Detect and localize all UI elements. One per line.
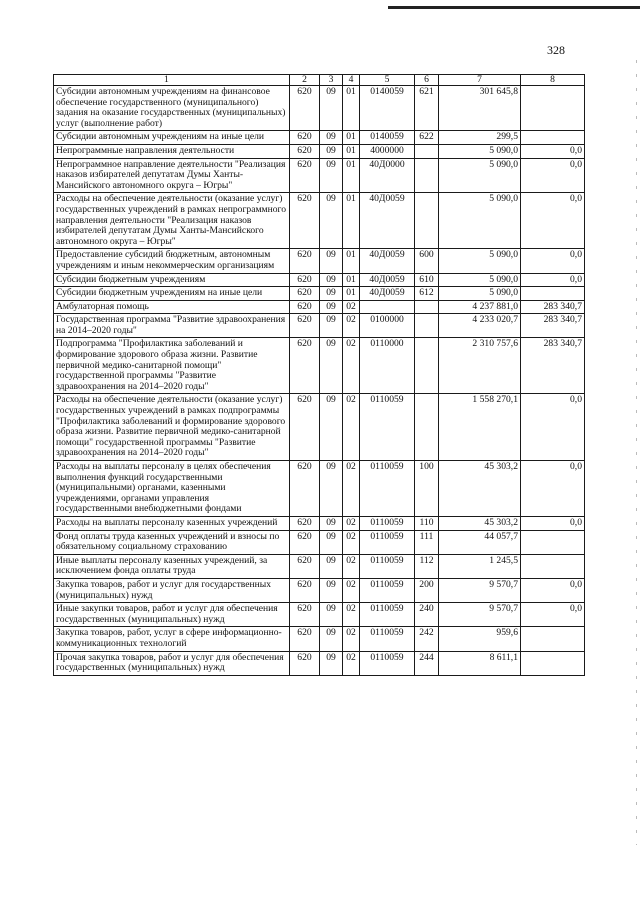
cell-col3: 09: [320, 158, 343, 193]
cell-col3: 09: [320, 394, 343, 461]
cell-col7: 299,5: [439, 131, 521, 145]
scan-edge: [636, 60, 637, 845]
cell-col6: 100: [415, 461, 439, 517]
cell-col6: 612: [415, 287, 439, 301]
cell-col3: 09: [320, 578, 343, 602]
cell-col4: 02: [343, 516, 360, 530]
cell-col2: 620: [290, 394, 320, 461]
cell-col3: 09: [320, 300, 343, 314]
cell-col4: 01: [343, 287, 360, 301]
table-row: [54, 287, 585, 301]
cell-col5: 0110000: [360, 338, 415, 394]
cell-col7: 5 090,0: [439, 144, 521, 158]
cell-col6: [415, 314, 439, 338]
cell-col5: 0110059: [360, 603, 415, 627]
cell-col4: 02: [343, 394, 360, 461]
cell-col5: 4000000: [360, 144, 415, 158]
cell-col4: 02: [343, 314, 360, 338]
cell-col3: 09: [320, 131, 343, 145]
table-row: [54, 603, 585, 627]
column-header: 5: [360, 75, 415, 86]
cell-col5: 40Д0000: [360, 158, 415, 193]
cell-col7: 8 611,1: [439, 651, 521, 675]
table-row: [54, 578, 585, 602]
cell-col4: 01: [343, 249, 360, 273]
cell-name: Расходы на обеспечение деятельности (оказание услуг) государственных учреждений в рамках подпрограммы "Профилактика заболеваний и формирование здорового образа жизни. Развитие первичной медико-санитарной помощи" государственной программы "Развитие здравоохранения на 2014–2020 годы": [54, 394, 290, 461]
cell-col6: 244: [415, 651, 439, 675]
cell-name: Непрограммные направления деятельности: [54, 144, 290, 158]
cell-col5: 40Д0059: [360, 273, 415, 287]
cell-name: Фонд оплаты труда казенных учреждений и взносы по обязательному социальному страхованию: [54, 530, 290, 554]
cell-col2: 620: [290, 338, 320, 394]
cell-col2: 620: [290, 273, 320, 287]
table-row: [54, 554, 585, 578]
cell-col3: 09: [320, 86, 343, 131]
cell-col3: 09: [320, 249, 343, 273]
cell-col3: 09: [320, 287, 343, 301]
cell-col8: 283 340,7: [521, 314, 585, 338]
cell-col8: 283 340,7: [521, 338, 585, 394]
cell-col4: 02: [343, 603, 360, 627]
cell-col4: 01: [343, 86, 360, 131]
cell-col7: 2 310 757,6: [439, 338, 521, 394]
cell-col2: 620: [290, 287, 320, 301]
cell-col6: 600: [415, 249, 439, 273]
table-header-row: [54, 75, 585, 86]
cell-col7: 9 570,7: [439, 603, 521, 627]
cell-name: Прочая закупка товаров, работ и услуг для обеспечения государственных (муниципальных) нужд: [54, 651, 290, 675]
cell-col6: 240: [415, 603, 439, 627]
cell-col5: 40Д0059: [360, 249, 415, 273]
cell-name: Амбулаторная помощь: [54, 300, 290, 314]
cell-col3: 09: [320, 516, 343, 530]
cell-col4: 02: [343, 300, 360, 314]
cell-col8: 0,0: [521, 578, 585, 602]
cell-col7: 5 090,0: [439, 273, 521, 287]
cell-col5: 0110059: [360, 578, 415, 602]
cell-name: Предоставление субсидий бюджетным, автономным учреждениям и иным некоммерческим организациям: [54, 249, 290, 273]
cell-col3: 09: [320, 554, 343, 578]
cell-col6: [415, 144, 439, 158]
cell-col5: 0110059: [360, 651, 415, 675]
cell-col5: 0110059: [360, 530, 415, 554]
cell-col7: 1 245,5: [439, 554, 521, 578]
top-rule: [388, 6, 640, 9]
cell-col7: 5 090,0: [439, 158, 521, 193]
cell-col6: [415, 158, 439, 193]
table-row: [54, 158, 585, 193]
cell-name: Субсидии бюджетным учреждениям: [54, 273, 290, 287]
cell-col6: 111: [415, 530, 439, 554]
cell-name: Иные закупки товаров, работ и услуг для обеспечения государственных (муниципальных) нужд: [54, 603, 290, 627]
cell-col8: [521, 131, 585, 145]
cell-col4: 01: [343, 273, 360, 287]
cell-name: Субсидии бюджетным учреждениям на иные цели: [54, 287, 290, 301]
column-header: 8: [521, 75, 585, 86]
cell-name: Закупка товаров, работ, услуг в сфере информационно-коммуникационных технологий: [54, 627, 290, 651]
cell-col3: 09: [320, 338, 343, 394]
cell-col5: 0110059: [360, 394, 415, 461]
table-row: [54, 273, 585, 287]
cell-col8: [521, 554, 585, 578]
cell-col8: 0,0: [521, 516, 585, 530]
cell-col3: 09: [320, 273, 343, 287]
column-header: 7: [439, 75, 521, 86]
cell-col2: 620: [290, 86, 320, 131]
cell-name: Субсидии автономным учреждениям на иные цели: [54, 131, 290, 145]
cell-col6: 610: [415, 273, 439, 287]
cell-col2: 620: [290, 603, 320, 627]
cell-col8: 0,0: [521, 394, 585, 461]
cell-col7: 5 090,0: [439, 287, 521, 301]
cell-col5: 0110059: [360, 516, 415, 530]
cell-col5: [360, 300, 415, 314]
cell-col4: 02: [343, 530, 360, 554]
cell-col7: 301 645,8: [439, 86, 521, 131]
cell-col8: 283 340,7: [521, 300, 585, 314]
table-row: [54, 86, 585, 131]
cell-col2: 620: [290, 144, 320, 158]
cell-col4: 01: [343, 158, 360, 193]
cell-col4: 02: [343, 338, 360, 394]
cell-col5: 0140059: [360, 86, 415, 131]
cell-col3: 09: [320, 603, 343, 627]
cell-col8: [521, 627, 585, 651]
cell-col5: 40Д0059: [360, 287, 415, 301]
cell-name: Расходы на выплаты персоналу в целях обеспечения выполнения функций государственными (муниципальными) органами, казенными учреждениями, органами управления государственными внебюджетными фондами: [54, 461, 290, 517]
cell-col8: [521, 651, 585, 675]
cell-name: Подпрограмма "Профилактика заболеваний и формирование здорового образа жизни. Развитие первичной медико-санитарной помощи" государственной программы "Развитие здравоохранения на 2014–2020 годы": [54, 338, 290, 394]
cell-col4: 01: [343, 193, 360, 249]
cell-col2: 620: [290, 651, 320, 675]
cell-col2: 620: [290, 554, 320, 578]
cell-col7: 45 303,2: [439, 461, 521, 517]
cell-col6: 621: [415, 86, 439, 131]
cell-col5: 0110059: [360, 627, 415, 651]
cell-col6: [415, 338, 439, 394]
cell-col3: 09: [320, 461, 343, 517]
table-row: [54, 516, 585, 530]
cell-col2: 620: [290, 461, 320, 517]
column-header: 3: [320, 75, 343, 86]
cell-col7: 9 570,7: [439, 578, 521, 602]
cell-col8: 0,0: [521, 461, 585, 517]
cell-col7: 1 558 270,1: [439, 394, 521, 461]
cell-name: Расходы на обеспечение деятельности (оказание услуг) государственных учреждений в рамках непрограммного направления деятельности "Реализация наказов избирателей депутатам Думы Ханты-Мансийского автономного округа – Югры": [54, 193, 290, 249]
table-row: [54, 144, 585, 158]
table-row: [54, 530, 585, 554]
cell-col3: 09: [320, 627, 343, 651]
table-row: [54, 461, 585, 517]
cell-col8: 0,0: [521, 603, 585, 627]
budget-table: [53, 74, 585, 676]
cell-name: Субсидии автономным учреждениям на финансовое обеспечение государственного (муниципального) задания на оказание государственных (муниципальных) услуг (выполнение работ): [54, 86, 290, 131]
cell-col6: 112: [415, 554, 439, 578]
cell-col2: 620: [290, 131, 320, 145]
table-row: [54, 131, 585, 145]
cell-col2: 620: [290, 516, 320, 530]
table-row: [54, 249, 585, 273]
cell-col8: 0,0: [521, 158, 585, 193]
table-row: [54, 651, 585, 675]
cell-col4: 02: [343, 554, 360, 578]
cell-col2: 620: [290, 314, 320, 338]
cell-col5: 0100000: [360, 314, 415, 338]
cell-col7: 4 233 020,7: [439, 314, 521, 338]
column-header: 1: [54, 75, 290, 86]
cell-col8: 0,0: [521, 249, 585, 273]
cell-col5: 0110059: [360, 554, 415, 578]
cell-col6: 242: [415, 627, 439, 651]
table-row: [54, 627, 585, 651]
column-header: 4: [343, 75, 360, 86]
cell-col3: 09: [320, 530, 343, 554]
cell-col2: 620: [290, 578, 320, 602]
cell-col4: 01: [343, 144, 360, 158]
cell-col6: 622: [415, 131, 439, 145]
cell-col3: 09: [320, 314, 343, 338]
table-row: [54, 193, 585, 249]
cell-col8: [521, 86, 585, 131]
cell-col4: 02: [343, 627, 360, 651]
cell-col3: 09: [320, 144, 343, 158]
cell-col5: 40Д0059: [360, 193, 415, 249]
cell-col5: 0140059: [360, 131, 415, 145]
cell-col8: 0,0: [521, 144, 585, 158]
cell-col3: 09: [320, 651, 343, 675]
cell-col6: [415, 300, 439, 314]
cell-col2: 620: [290, 627, 320, 651]
cell-col4: 02: [343, 651, 360, 675]
cell-col3: 09: [320, 193, 343, 249]
cell-col2: 620: [290, 249, 320, 273]
cell-col7: 959,6: [439, 627, 521, 651]
table-row: [54, 300, 585, 314]
table-row: [54, 314, 585, 338]
cell-col5: 0110059: [360, 461, 415, 517]
cell-col8: 0,0: [521, 273, 585, 287]
cell-col2: 620: [290, 530, 320, 554]
table-row: [54, 338, 585, 394]
cell-name: Непрограммное направление деятельности "Реализация наказов избирателей депутатам Думы Ханты-Мансийского автономного округа – Югры": [54, 158, 290, 193]
cell-name: Иные выплаты персоналу казенных учреждений, за исключением фонда оплаты труда: [54, 554, 290, 578]
cell-name: Государственная программа "Развитие здравоохранения на 2014–2020 годы": [54, 314, 290, 338]
cell-col6: [415, 193, 439, 249]
table-row: [54, 394, 585, 461]
cell-col2: 620: [290, 193, 320, 249]
column-header: 6: [415, 75, 439, 86]
cell-col8: [521, 287, 585, 301]
cell-col7: 4 237 881,0: [439, 300, 521, 314]
cell-col4: 02: [343, 578, 360, 602]
cell-name: Расходы на выплаты персоналу казенных учреждений: [54, 516, 290, 530]
cell-col6: 200: [415, 578, 439, 602]
cell-col7: 44 057,7: [439, 530, 521, 554]
cell-col4: 01: [343, 131, 360, 145]
column-header: 2: [290, 75, 320, 86]
cell-col7: 5 090,0: [439, 249, 521, 273]
cell-col2: 620: [290, 158, 320, 193]
cell-col7: 5 090,0: [439, 193, 521, 249]
cell-col7: 45 303,2: [439, 516, 521, 530]
cell-col8: 0,0: [521, 193, 585, 249]
cell-col6: [415, 394, 439, 461]
cell-name: Закупка товаров, работ и услуг для государственных (муниципальных) нужд: [54, 578, 290, 602]
cell-col6: 110: [415, 516, 439, 530]
cell-col2: 620: [290, 300, 320, 314]
page-number: 328: [547, 43, 565, 57]
cell-col8: [521, 530, 585, 554]
cell-col4: 02: [343, 461, 360, 517]
